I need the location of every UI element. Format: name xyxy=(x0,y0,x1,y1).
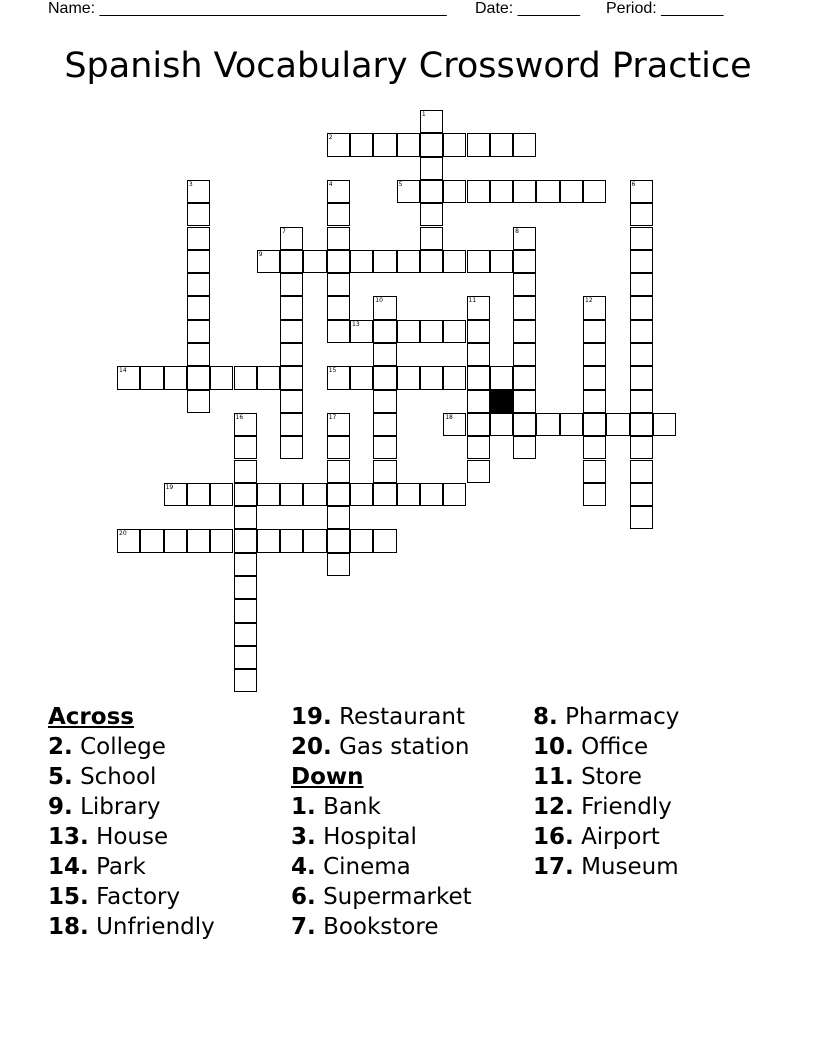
crossword-cell[interactable] xyxy=(327,273,350,296)
crossword-cell[interactable] xyxy=(280,390,303,413)
crossword-cell[interactable] xyxy=(327,553,350,576)
crossword-cell[interactable] xyxy=(397,366,420,389)
crossword-cell[interactable] xyxy=(513,436,536,459)
crossword-cell[interactable] xyxy=(234,553,257,576)
crossword-cell[interactable] xyxy=(187,320,210,343)
crossword-cell[interactable] xyxy=(234,599,257,622)
crossword-cell[interactable] xyxy=(583,390,606,413)
crossword-cell[interactable] xyxy=(630,436,653,459)
clue-down-4: 4. Cinema xyxy=(291,854,411,880)
crossword-cell[interactable] xyxy=(187,273,210,296)
clue-across-20: 20. Gas station xyxy=(291,734,470,760)
crossword-cell[interactable] xyxy=(420,203,443,226)
crossword-cell[interactable] xyxy=(327,436,350,459)
crossword-cell[interactable] xyxy=(303,529,326,552)
crossword-cell[interactable] xyxy=(653,413,676,436)
crossword-cell[interactable] xyxy=(630,343,653,366)
crossword-cell[interactable] xyxy=(350,366,373,389)
clue-down-1: 1. Bank xyxy=(291,794,381,820)
crossword-cell[interactable] xyxy=(397,250,420,273)
crossword-cell[interactable] xyxy=(234,576,257,599)
crossword-cell[interactable] xyxy=(373,366,396,389)
crossword-cell[interactable] xyxy=(140,529,163,552)
crossword-cell[interactable] xyxy=(443,133,466,156)
clue-number-label: 8 xyxy=(515,227,519,235)
crossword-cell[interactable] xyxy=(164,529,187,552)
crossword-cell[interactable] xyxy=(234,436,257,459)
crossword-cell[interactable] xyxy=(373,460,396,483)
crossword-cell[interactable] xyxy=(327,483,350,506)
crossword-cell[interactable] xyxy=(630,203,653,226)
crossword-cell[interactable] xyxy=(187,483,210,506)
clue-down-12: 12. Friendly xyxy=(533,794,672,820)
crossword-cell[interactable] xyxy=(420,483,443,506)
crossword-cell[interactable] xyxy=(373,390,396,413)
clue-number-label: 14 xyxy=(119,367,127,375)
crossword-cell[interactable] xyxy=(420,133,443,156)
crossword-cell[interactable] xyxy=(280,483,303,506)
clue-across-13: 13. House xyxy=(48,824,169,850)
crossword-cell[interactable] xyxy=(234,646,257,669)
clue-number-label: 15 xyxy=(328,367,337,375)
crossword-cell[interactable] xyxy=(630,460,653,483)
crossword-cell[interactable] xyxy=(187,343,210,366)
period-field[interactable]: Period: _______ xyxy=(606,0,724,17)
crossword-cell[interactable] xyxy=(630,250,653,273)
clue-across-2: 2. College xyxy=(48,734,166,760)
across-heading: Across xyxy=(48,704,134,730)
crossword-cell[interactable] xyxy=(513,250,536,273)
crossword-cell[interactable] xyxy=(630,227,653,250)
crossword-cell[interactable] xyxy=(257,366,280,389)
crossword-cell[interactable] xyxy=(210,366,233,389)
crossword-cell[interactable] xyxy=(630,273,653,296)
crossword-cell[interactable] xyxy=(257,529,280,552)
crossword-cell[interactable] xyxy=(187,250,210,273)
crossword-cell[interactable] xyxy=(513,273,536,296)
crossword-cell[interactable] xyxy=(303,250,326,273)
crossword-cell[interactable] xyxy=(420,320,443,343)
crossword-cell[interactable] xyxy=(490,180,513,203)
clue-down-10: 10. Office xyxy=(533,734,649,760)
clue-column-2 xyxy=(291,702,472,942)
crossword-cell[interactable] xyxy=(234,506,257,529)
crossword-cell[interactable] xyxy=(490,413,513,436)
clue-across-19: 19. Restaurant xyxy=(291,704,465,730)
crossword-cell[interactable] xyxy=(373,413,396,436)
crossword-cell[interactable] xyxy=(280,529,303,552)
name-field[interactable]: Name: _______________________________________ xyxy=(48,0,447,17)
crossword-cell[interactable] xyxy=(327,506,350,529)
crossword-cell[interactable] xyxy=(234,366,257,389)
crossword-cell[interactable] xyxy=(420,180,443,203)
clue-across-15: 15. Factory xyxy=(48,884,181,910)
crossword-cell[interactable] xyxy=(303,483,326,506)
clue-number-label: 10 xyxy=(375,297,383,305)
crossword-cell[interactable] xyxy=(187,366,210,389)
crossword-cell[interactable] xyxy=(373,529,396,552)
crossword-cell[interactable] xyxy=(583,436,606,459)
crossword-cell[interactable] xyxy=(606,413,629,436)
crossword-cell[interactable] xyxy=(467,366,490,389)
crossword-cell[interactable] xyxy=(467,320,490,343)
crossword-cell[interactable] xyxy=(350,529,373,552)
crossword-cell[interactable] xyxy=(630,483,653,506)
crossword-cell[interactable] xyxy=(513,343,536,366)
crossword-cell[interactable] xyxy=(373,436,396,459)
crossword-cell[interactable] xyxy=(327,227,350,250)
crossword-cell[interactable] xyxy=(327,529,350,552)
crossword-cell[interactable] xyxy=(583,343,606,366)
crossword-cell[interactable] xyxy=(630,320,653,343)
clue-column-3 xyxy=(533,702,679,882)
clue-down-11: 11. Store xyxy=(533,764,642,790)
crossword-cell[interactable] xyxy=(187,203,210,226)
crossword-cell[interactable] xyxy=(257,483,280,506)
clue-number-label: 7 xyxy=(282,227,286,235)
crossword-cell[interactable] xyxy=(583,460,606,483)
crossword-cell[interactable] xyxy=(467,133,490,156)
crossword-cell[interactable] xyxy=(630,296,653,319)
clue-number-label: 19 xyxy=(165,483,174,491)
crossword-cell[interactable] xyxy=(583,180,606,203)
crossword-cell[interactable] xyxy=(443,180,466,203)
crossword-cell[interactable] xyxy=(280,413,303,436)
crossword-cell[interactable] xyxy=(373,133,396,156)
crossword-cell[interactable] xyxy=(513,390,536,413)
clue-down-8: 8. Pharmacy xyxy=(533,704,680,730)
crossword-cell[interactable] xyxy=(420,366,443,389)
crossword-cell[interactable] xyxy=(350,133,373,156)
clue-number-label: 5 xyxy=(398,180,403,188)
crossword-cell[interactable] xyxy=(234,623,257,646)
clue-number-label: 6 xyxy=(631,180,636,188)
clue-number-label: 4 xyxy=(328,180,333,188)
crossword-cell[interactable] xyxy=(280,296,303,319)
crossword-cell[interactable] xyxy=(467,460,490,483)
crossword-cell[interactable] xyxy=(280,320,303,343)
clue-number-label: 13 xyxy=(352,320,360,328)
crossword-cell[interactable] xyxy=(583,483,606,506)
crossword-cell[interactable] xyxy=(467,180,490,203)
crossword-cell[interactable] xyxy=(327,460,350,483)
crossword-cell[interactable] xyxy=(210,483,233,506)
crossword-cell[interactable] xyxy=(350,483,373,506)
crossword-cell[interactable] xyxy=(583,366,606,389)
crossword-cell[interactable] xyxy=(583,320,606,343)
crossword-cell[interactable] xyxy=(327,250,350,273)
crossword-cell[interactable] xyxy=(280,366,303,389)
crossword-cell[interactable] xyxy=(234,669,257,692)
clue-across-18: 18. Unfriendly xyxy=(48,914,215,940)
crossword-cell[interactable] xyxy=(280,436,303,459)
clue-number-label: 17 xyxy=(328,413,337,421)
clue-down-3: 3. Hospital xyxy=(291,824,417,850)
crossword-cell[interactable] xyxy=(630,390,653,413)
crossword-cell[interactable] xyxy=(490,133,513,156)
crossword-cell[interactable] xyxy=(350,250,373,273)
crossword-cell[interactable] xyxy=(280,343,303,366)
crossword-cell[interactable] xyxy=(164,366,187,389)
clue-down-16: 16. Airport xyxy=(533,824,660,850)
clue-number-label: 9 xyxy=(258,250,263,258)
crossword-cell[interactable] xyxy=(443,250,466,273)
clue-down-7: 7. Bookstore xyxy=(291,914,439,940)
crossword-cell[interactable] xyxy=(443,483,466,506)
crossword-cell[interactable] xyxy=(187,296,210,319)
crossword-cell[interactable] xyxy=(443,366,466,389)
crossword-cell[interactable] xyxy=(560,413,583,436)
crossword-cell[interactable] xyxy=(536,180,559,203)
crossword-black-cell xyxy=(490,390,513,413)
clue-number-label: 1 xyxy=(421,111,426,118)
crossword-cell[interactable] xyxy=(630,366,653,389)
crossword-cell[interactable] xyxy=(234,483,257,506)
crossword-cell[interactable] xyxy=(490,250,513,273)
clue-across-5: 5. School xyxy=(48,764,157,790)
crossword-cell[interactable] xyxy=(443,320,466,343)
crossword-cell[interactable] xyxy=(467,390,490,413)
crossword-cell[interactable] xyxy=(467,436,490,459)
crossword-cell[interactable] xyxy=(280,273,303,296)
crossword-cell[interactable] xyxy=(513,133,536,156)
crossword-cell[interactable] xyxy=(280,250,303,273)
crossword-cell[interactable] xyxy=(536,413,559,436)
crossword-cell[interactable] xyxy=(327,203,350,226)
crossword-cell[interactable] xyxy=(513,366,536,389)
crossword-cell[interactable] xyxy=(467,413,490,436)
crossword-cell[interactable] xyxy=(513,296,536,319)
clue-number-label: 3 xyxy=(188,180,193,188)
crossword-cell[interactable] xyxy=(327,320,350,343)
date-field[interactable]: Date: _______ xyxy=(475,0,580,17)
crossword-cell[interactable] xyxy=(373,250,396,273)
crossword-cell[interactable] xyxy=(140,366,163,389)
clue-number-label: 11 xyxy=(468,297,477,305)
crossword-cell[interactable] xyxy=(373,320,396,343)
down-heading: Down xyxy=(291,764,364,790)
crossword-cell[interactable] xyxy=(397,133,420,156)
clue-across-9: 9. Library xyxy=(48,794,161,820)
crossword-cell[interactable] xyxy=(187,390,210,413)
crossword-cell[interactable] xyxy=(373,343,396,366)
crossword-cell[interactable] xyxy=(583,413,606,436)
clue-down-6: 6. Supermarket xyxy=(291,884,472,910)
crossword-cell[interactable] xyxy=(513,180,536,203)
crossword-cell[interactable] xyxy=(420,157,443,180)
crossword-cell[interactable] xyxy=(467,250,490,273)
crossword-cell[interactable] xyxy=(234,529,257,552)
crossword-cell[interactable] xyxy=(420,227,443,250)
crossword-cell[interactable] xyxy=(560,180,583,203)
clue-across-14: 14. Park xyxy=(48,854,146,880)
crossword-cell[interactable] xyxy=(513,413,536,436)
crossword-cell[interactable] xyxy=(234,460,257,483)
clue-number-label: 18 xyxy=(445,413,453,421)
crossword-cell[interactable] xyxy=(397,483,420,506)
clue-down-17: 17. Museum xyxy=(533,854,679,880)
crossword-cell[interactable] xyxy=(397,320,420,343)
clue-number-label: 16 xyxy=(235,413,244,421)
worksheet-title: Spanish Vocabulary Crossword Practice xyxy=(64,46,752,86)
clue-number-label: 12 xyxy=(585,297,593,305)
crossword-cell[interactable] xyxy=(490,366,513,389)
crossword-cell[interactable] xyxy=(187,227,210,250)
crossword-cell[interactable] xyxy=(327,296,350,319)
crossword-cell[interactable] xyxy=(513,320,536,343)
crossword-cell[interactable] xyxy=(187,529,210,552)
crossword-cell[interactable] xyxy=(373,483,396,506)
crossword-cell[interactable] xyxy=(467,343,490,366)
clue-number-label: 2 xyxy=(328,134,333,142)
crossword-cell[interactable] xyxy=(630,413,653,436)
crossword-cell[interactable] xyxy=(630,506,653,529)
crossword-cell[interactable] xyxy=(210,529,233,552)
clue-number-label: 20 xyxy=(119,530,127,538)
crossword-cell[interactable] xyxy=(420,250,443,273)
clue-column-1 xyxy=(48,702,215,942)
